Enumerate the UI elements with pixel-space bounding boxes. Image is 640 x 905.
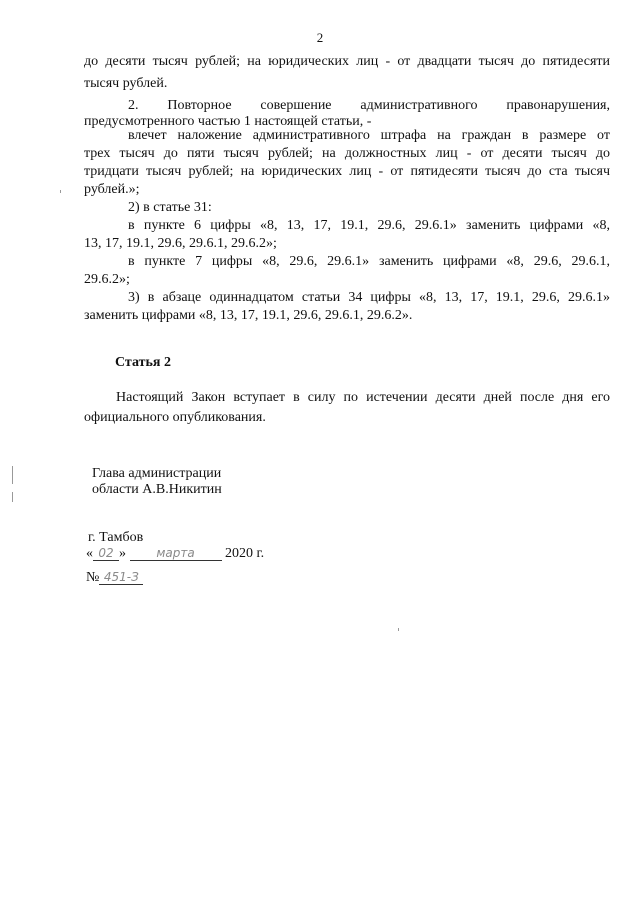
article-text-line: официального опубликования. (84, 410, 266, 425)
body-line: 2. Повторное совершение административного правонарушения, (128, 98, 610, 113)
body-line: 29.6.2»; (84, 272, 130, 287)
scan-artifact (60, 190, 61, 193)
law-number-value: 451-З (99, 571, 143, 585)
scan-artifact (398, 628, 399, 631)
date-day: 02 (93, 547, 119, 561)
number-sign: № (86, 570, 100, 585)
signatory-name: области А.В.Никитин (92, 482, 222, 497)
law-number (86, 570, 143, 586)
body-line: влечет наложение административного штрафа на граждан в размере от (128, 128, 610, 143)
date-year: 2020 г. (225, 546, 265, 561)
body-line: заменить цифрами «8, 13, 17, 19.1, 29.6, 29.6.1, 29.6.2». (84, 308, 413, 323)
body-line: в пункте 6 цифры «8, 13, 17, 19.1, 29.6, 29.6.1» заменить цифрами «8, (128, 218, 610, 233)
body-line: 13, 17, 19.1, 29.6, 29.6.1, 29.6.2»; (84, 236, 277, 251)
body-line: тридцати тысяч рублей; на юридических лиц - от пятидесяти тысяч до ста тысяч (84, 164, 610, 179)
body-line: 2) в статье 31: (128, 200, 212, 215)
date-close-quote: » (119, 546, 126, 561)
date-open-quote: « (86, 546, 93, 561)
body-line: 3) в абзаце одиннадцатом статьи 34 цифры «8, 13, 17, 19.1, 29.6, 29.6.1» (128, 290, 610, 305)
page-number: 2 (316, 30, 324, 45)
body-line: тысяч рублей. (84, 76, 168, 91)
scan-artifact (12, 466, 13, 484)
date-month: марта (130, 547, 222, 561)
body-line: рублей.»; (84, 182, 140, 197)
signatory-title: Глава администрации (92, 466, 222, 481)
scan-artifact (12, 492, 13, 502)
body-line: трех тысяч до пяти тысяч рублей; на должностных лиц - от десяти тысяч до (84, 146, 610, 161)
article-heading: Статья 2 (115, 355, 171, 370)
signing-date (86, 546, 264, 562)
body-line: в пункте 7 цифры «8, 29.6, 29.6.1» заменить цифрами «8, 29.6, 29.6.1, (128, 254, 610, 269)
place-of-signing: г. Тамбов (88, 530, 144, 545)
article-text-line: Настоящий Закон вступает в силу по истечении десяти дней после дня его (116, 390, 610, 405)
body-line: предусмотренного частью 1 настоящей статьи, - (84, 114, 372, 129)
body-line: до десяти тысяч рублей; на юридических лиц - от двадцати тысяч до пятидесяти (84, 54, 610, 69)
